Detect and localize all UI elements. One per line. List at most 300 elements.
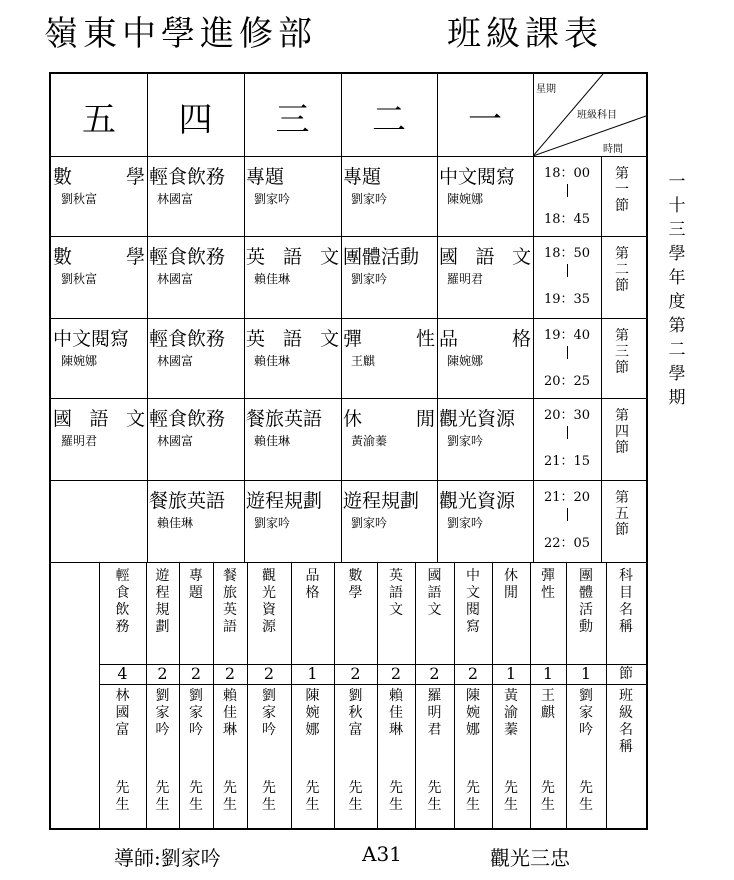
vertical-char: 稱 bbox=[619, 619, 633, 635]
day-header-2: 三 bbox=[275, 100, 310, 140]
vertical-char: 資 bbox=[262, 602, 276, 618]
subject-part: 國 bbox=[53, 408, 73, 430]
summary-subject bbox=[341, 568, 371, 602]
time-separator bbox=[567, 184, 568, 197]
school-name: 嶺東中學進修部 bbox=[44, 14, 317, 54]
vertical-char: 先 bbox=[579, 780, 593, 796]
class-teacher: 陳婉娜 bbox=[447, 192, 484, 206]
vertical-char: 先 bbox=[504, 780, 518, 796]
day-header-4: 一 bbox=[468, 100, 502, 140]
vertical-char: 生 bbox=[115, 797, 130, 813]
vertical-char: 國 bbox=[427, 568, 442, 584]
summary-suffix bbox=[381, 780, 411, 814]
subject-part: 學 bbox=[125, 166, 145, 188]
grid-line bbox=[179, 562, 180, 830]
class-subject: 中文閱寫 bbox=[439, 166, 516, 188]
grid-line bbox=[51, 398, 646, 399]
time-separator bbox=[567, 264, 568, 277]
vertical-char: 羅 bbox=[427, 688, 442, 704]
vertical-char: 賴 bbox=[223, 688, 237, 704]
vertical-char: 期 bbox=[668, 388, 686, 408]
subject-part: 品 bbox=[439, 328, 459, 350]
grid-line bbox=[454, 562, 455, 830]
class-subject: 輕食飲務 bbox=[149, 408, 226, 430]
grid-line bbox=[377, 562, 378, 830]
vertical-char: 婉 bbox=[305, 705, 320, 721]
grid-line bbox=[213, 562, 214, 830]
vertical-char: 稱 bbox=[619, 739, 633, 755]
summary-teacher bbox=[496, 688, 526, 739]
summary-count: 1 bbox=[542, 664, 554, 683]
class-teacher: 劉家吟 bbox=[447, 434, 484, 448]
vertical-char: 五 bbox=[615, 506, 629, 522]
vertical-char: 動 bbox=[579, 619, 593, 635]
timetable-frame bbox=[49, 72, 648, 830]
vertical-char: 名 bbox=[619, 722, 633, 738]
class-subject: 團體活動 bbox=[343, 246, 420, 268]
vertical-char: 節 bbox=[615, 360, 629, 376]
vertical-char: 程 bbox=[155, 585, 170, 601]
summary-suffix bbox=[458, 780, 488, 814]
class-subject: 中文閱寫 bbox=[53, 328, 130, 350]
vertical-char: 生 bbox=[189, 797, 203, 813]
vertical-char: 四 bbox=[615, 424, 629, 440]
summary-teacher bbox=[381, 688, 411, 739]
vertical-char: 目 bbox=[619, 585, 633, 601]
class-label: 觀光三忠 bbox=[490, 846, 570, 870]
summary-count: 1 bbox=[505, 664, 517, 683]
vertical-char: 學 bbox=[668, 244, 686, 264]
summary-subject bbox=[108, 568, 138, 636]
vertical-char: 源 bbox=[262, 619, 276, 635]
vertical-char: 第 bbox=[615, 328, 629, 344]
summary-teacher bbox=[458, 688, 488, 739]
class-subject: 輕食飲務 bbox=[149, 246, 226, 268]
vertical-char: 佳 bbox=[223, 705, 237, 721]
vertical-char: 君 bbox=[427, 722, 442, 738]
vertical-char: 先 bbox=[389, 780, 403, 796]
subject-part: 性 bbox=[415, 328, 435, 350]
subject-part: 數 bbox=[53, 246, 73, 268]
vertical-char: 規 bbox=[155, 602, 170, 618]
summary-teacher bbox=[420, 688, 450, 739]
class-subject bbox=[53, 242, 145, 269]
class-subject bbox=[343, 404, 435, 431]
summary-subject bbox=[381, 568, 411, 619]
period-start: 20：30 bbox=[543, 408, 591, 423]
time-separator bbox=[567, 508, 568, 521]
period-end: 19：35 bbox=[543, 292, 591, 307]
vertical-char: 三 bbox=[668, 220, 686, 240]
vertical-char: 第 bbox=[615, 490, 629, 506]
vertical-char: 生 bbox=[541, 797, 555, 813]
vertical-char: 十 bbox=[668, 196, 686, 216]
summary-subject bbox=[215, 568, 245, 636]
vertical-char: 賴 bbox=[389, 688, 403, 704]
subject-part: 休 bbox=[343, 408, 363, 430]
summary-suffix bbox=[571, 780, 601, 814]
summary-suffix bbox=[148, 780, 178, 814]
class-subject: 餐旅英語 bbox=[149, 490, 226, 512]
class-subject bbox=[246, 242, 339, 269]
summary-teacher bbox=[254, 688, 284, 739]
vertical-char: 麒 bbox=[541, 705, 555, 721]
vertical-char: 富 bbox=[348, 722, 363, 738]
class-teacher: 劉家吟 bbox=[351, 516, 388, 530]
vertical-char: 寫 bbox=[466, 619, 480, 635]
vertical-char: 遊 bbox=[155, 568, 170, 584]
subject-part: 英 bbox=[246, 246, 266, 268]
vertical-char: 家 bbox=[579, 705, 593, 721]
vertical-char: 文 bbox=[389, 602, 403, 618]
summary-suffix bbox=[215, 780, 245, 814]
vertical-char: 節 bbox=[615, 440, 629, 456]
grid-line bbox=[51, 156, 646, 157]
grid-line bbox=[291, 562, 292, 830]
summary-count: 1 bbox=[580, 664, 592, 683]
corner-weekday: 星期 bbox=[536, 84, 556, 95]
vertical-char: 食 bbox=[115, 585, 130, 601]
vertical-char: 第 bbox=[668, 316, 686, 336]
summary-subject bbox=[458, 568, 488, 636]
summary-count: 2 bbox=[224, 664, 236, 683]
vertical-char: 劉 bbox=[262, 688, 276, 704]
summary-count: 2 bbox=[263, 664, 275, 683]
vertical-char: 吟 bbox=[189, 722, 203, 738]
vertical-char: 先 bbox=[348, 780, 363, 796]
vertical-char: 生 bbox=[155, 797, 170, 813]
grid-line bbox=[99, 684, 646, 685]
vertical-char: 劃 bbox=[155, 619, 170, 635]
summary-teacher bbox=[148, 688, 178, 739]
vertical-char: 娜 bbox=[305, 722, 320, 738]
class-subject bbox=[246, 324, 339, 351]
vertical-char: 家 bbox=[155, 705, 170, 721]
summary-teacher bbox=[571, 688, 601, 739]
day-header-3: 二 bbox=[372, 100, 406, 140]
period-end: 21：15 bbox=[543, 454, 591, 469]
vertical-char: 年 bbox=[668, 268, 686, 288]
summary-count: 4 bbox=[117, 664, 128, 683]
summary-count: 2 bbox=[429, 664, 440, 683]
subject-part: 文 bbox=[511, 246, 531, 268]
subject-part: 國 bbox=[439, 246, 459, 268]
vertical-char: 吟 bbox=[579, 722, 593, 738]
class-teacher: 林國富 bbox=[157, 354, 194, 368]
class-teacher: 林國富 bbox=[157, 272, 194, 286]
class-teacher: 劉秋富 bbox=[61, 192, 98, 206]
vertical-char: 先 bbox=[541, 780, 555, 796]
time-separator bbox=[567, 426, 568, 439]
grid-line bbox=[51, 318, 646, 319]
summary-teacher bbox=[108, 688, 138, 739]
class-subject: 觀光資源 bbox=[439, 490, 516, 512]
vertical-char: 吟 bbox=[155, 722, 170, 738]
class-teacher: 劉秋富 bbox=[61, 272, 98, 286]
vertical-char: 先 bbox=[189, 780, 203, 796]
grid-line bbox=[415, 562, 416, 830]
period-start: 18：50 bbox=[543, 246, 591, 261]
vertical-char: 富 bbox=[115, 722, 130, 738]
vertical-char: 級 bbox=[619, 705, 633, 721]
day-header-1: 四 bbox=[178, 100, 213, 140]
vertical-char: 國 bbox=[115, 705, 130, 721]
summary-teacher bbox=[298, 688, 328, 739]
room-label: A31 bbox=[362, 842, 402, 866]
vertical-char: 題 bbox=[189, 585, 203, 601]
vertical-char: 語 bbox=[427, 585, 442, 601]
vertical-char: 二 bbox=[615, 262, 629, 278]
summary-subject bbox=[496, 568, 526, 602]
period-label bbox=[609, 328, 635, 376]
vertical-char: 節 bbox=[615, 198, 629, 214]
vertical-char: 林 bbox=[115, 688, 130, 704]
subject-part: 語 bbox=[475, 246, 495, 268]
vertical-char: 第 bbox=[615, 246, 629, 262]
subject-part: 文 bbox=[319, 246, 339, 268]
summary-label-teacher bbox=[611, 688, 641, 756]
period-label bbox=[609, 166, 635, 214]
vertical-char: 光 bbox=[262, 585, 276, 601]
summary-teacher bbox=[181, 688, 211, 739]
vertical-char: 先 bbox=[427, 780, 442, 796]
vertical-char: 活 bbox=[579, 602, 593, 618]
class-teacher: 賴佳琳 bbox=[157, 516, 194, 530]
vertical-char: 文 bbox=[427, 602, 442, 618]
vertical-char: 第 bbox=[615, 166, 629, 182]
vertical-char: 文 bbox=[466, 585, 480, 601]
vertical-char: 生 bbox=[305, 797, 320, 813]
vertical-char: 劉 bbox=[348, 688, 363, 704]
vertical-char: 先 bbox=[155, 780, 170, 796]
class-teacher: 王麒 bbox=[351, 354, 376, 368]
vertical-char: 度 bbox=[668, 292, 686, 312]
vertical-char: 生 bbox=[504, 797, 518, 813]
doc-title: 班級課表 bbox=[447, 14, 603, 54]
vertical-char: 性 bbox=[541, 585, 555, 601]
vertical-char: 閱 bbox=[466, 602, 480, 618]
vertical-char: 科 bbox=[619, 568, 633, 584]
class-teacher: 羅明君 bbox=[447, 272, 484, 286]
vertical-char: 劉 bbox=[579, 688, 593, 704]
vertical-char: 品 bbox=[305, 568, 320, 584]
grid-line bbox=[247, 562, 248, 830]
grid-line bbox=[606, 562, 607, 830]
class-teacher: 劉家吟 bbox=[254, 192, 291, 206]
subject-part: 語 bbox=[89, 408, 109, 430]
class-teacher: 黃渝蓁 bbox=[351, 434, 388, 448]
class-subject: 輕食飲務 bbox=[149, 166, 226, 188]
vertical-char: 生 bbox=[348, 797, 363, 813]
vertical-char: 體 bbox=[579, 585, 593, 601]
class-teacher: 劉家吟 bbox=[447, 516, 484, 530]
class-teacher: 羅明君 bbox=[61, 434, 98, 448]
summary-subject bbox=[571, 568, 601, 636]
summary-count: 2 bbox=[390, 664, 402, 683]
summary-suffix bbox=[298, 780, 328, 814]
vertical-char: 中 bbox=[466, 568, 480, 584]
summary-teacher bbox=[341, 688, 371, 739]
vertical-char: 婉 bbox=[466, 705, 480, 721]
vertical-char: 生 bbox=[427, 797, 442, 813]
summary-count: 1 bbox=[307, 664, 318, 683]
class-subject bbox=[53, 162, 145, 189]
subject-part: 文 bbox=[125, 408, 145, 430]
vertical-char: 陳 bbox=[466, 688, 480, 704]
period-start: 21：20 bbox=[543, 490, 591, 505]
period-start: 19：40 bbox=[543, 328, 591, 343]
summary-teacher bbox=[533, 688, 563, 722]
vertical-char: 吟 bbox=[262, 722, 276, 738]
vertical-char: 英 bbox=[389, 568, 403, 584]
vertical-char: 一 bbox=[615, 182, 629, 198]
subject-part: 文 bbox=[319, 328, 339, 350]
class-subject bbox=[53, 404, 145, 431]
summary-label-count bbox=[611, 666, 641, 683]
class-subject: 專題 bbox=[246, 166, 285, 188]
vertical-char: 娜 bbox=[466, 722, 480, 738]
subject-part: 英 bbox=[246, 328, 266, 350]
vertical-char: 生 bbox=[579, 797, 593, 813]
vertical-char: 休 bbox=[504, 568, 518, 584]
vertical-char: 節 bbox=[615, 522, 629, 538]
grid-line bbox=[601, 156, 602, 562]
class-teacher: 林國富 bbox=[157, 192, 194, 206]
corner-subject: 班級科目 bbox=[577, 110, 617, 121]
vertical-char: 秋 bbox=[348, 705, 363, 721]
class-subject: 餐旅英語 bbox=[246, 408, 323, 430]
vertical-char: 琳 bbox=[389, 722, 403, 738]
vertical-char: 格 bbox=[305, 585, 320, 601]
vertical-char: 節 bbox=[619, 666, 633, 682]
vertical-char: 二 bbox=[668, 340, 686, 360]
grid-line bbox=[530, 562, 531, 830]
grid-line bbox=[492, 562, 493, 830]
vertical-char: 英 bbox=[223, 602, 237, 618]
vertical-char: 一 bbox=[668, 172, 686, 192]
subject-part: 閒 bbox=[415, 408, 435, 430]
summary-suffix bbox=[533, 780, 563, 814]
vertical-char: 旅 bbox=[223, 585, 237, 601]
grid-line bbox=[51, 480, 646, 481]
vertical-char: 節 bbox=[615, 278, 629, 294]
vertical-char: 團 bbox=[579, 568, 593, 584]
vertical-char: 琳 bbox=[223, 722, 237, 738]
period-label bbox=[609, 408, 635, 456]
vertical-char: 家 bbox=[189, 705, 203, 721]
vertical-char: 學 bbox=[348, 585, 363, 601]
vertical-char: 黃 bbox=[504, 688, 518, 704]
subject-part: 彈 bbox=[343, 328, 363, 350]
period-end: 22：05 bbox=[543, 536, 591, 551]
vertical-char: 劉 bbox=[155, 688, 170, 704]
vertical-char: 三 bbox=[615, 344, 629, 360]
summary-subject bbox=[254, 568, 284, 636]
class-subject: 遊程規劃 bbox=[343, 490, 420, 512]
vertical-char: 名 bbox=[619, 602, 633, 618]
vertical-char: 先 bbox=[262, 780, 276, 796]
summary-subject bbox=[148, 568, 178, 636]
class-teacher: 劉家吟 bbox=[351, 192, 388, 206]
period-start: 18：00 bbox=[543, 166, 591, 181]
vertical-char: 語 bbox=[389, 585, 403, 601]
time-separator bbox=[567, 346, 568, 359]
vertical-char: 專 bbox=[189, 568, 203, 584]
summary-suffix bbox=[254, 780, 284, 814]
vertical-char: 第 bbox=[615, 408, 629, 424]
class-subject bbox=[439, 242, 531, 269]
period-end: 20：25 bbox=[543, 374, 591, 389]
vertical-char: 陳 bbox=[305, 688, 320, 704]
class-teacher: 陳婉娜 bbox=[447, 354, 484, 368]
grid-line bbox=[334, 562, 335, 830]
vertical-char: 語 bbox=[223, 619, 237, 635]
semester-label bbox=[664, 170, 690, 410]
vertical-char: 佳 bbox=[389, 705, 403, 721]
vertical-char: 學 bbox=[668, 364, 686, 384]
class-teacher: 劉家吟 bbox=[351, 272, 388, 286]
summary-subject bbox=[181, 568, 211, 602]
class-subject: 專題 bbox=[343, 166, 382, 188]
vertical-char: 數 bbox=[348, 568, 363, 584]
vertical-char: 閒 bbox=[504, 585, 518, 601]
page-title bbox=[0, 6, 734, 54]
vertical-char: 先 bbox=[115, 780, 130, 796]
day-header-0: 五 bbox=[82, 100, 116, 140]
summary-subject bbox=[533, 568, 563, 602]
summary-suffix bbox=[496, 780, 526, 814]
corner-time: 時間 bbox=[603, 144, 623, 155]
class-subject bbox=[343, 324, 435, 351]
vertical-char: 班 bbox=[619, 688, 633, 704]
summary-suffix bbox=[108, 780, 138, 814]
grid-line bbox=[51, 236, 646, 237]
vertical-char: 劉 bbox=[189, 688, 203, 704]
subject-part: 格 bbox=[511, 328, 531, 350]
subject-part: 學 bbox=[125, 246, 145, 268]
vertical-char: 先 bbox=[223, 780, 237, 796]
vertical-char: 生 bbox=[262, 797, 276, 813]
summary-count: 2 bbox=[350, 664, 361, 683]
class-subject: 觀光資源 bbox=[439, 408, 516, 430]
grid-line bbox=[566, 562, 567, 830]
vertical-char: 王 bbox=[541, 688, 555, 704]
summary-suffix bbox=[341, 780, 371, 814]
subject-part: 語 bbox=[282, 246, 302, 268]
class-teacher: 林國富 bbox=[157, 434, 194, 448]
summary-count: 2 bbox=[157, 664, 168, 683]
class-subject: 遊程規劃 bbox=[246, 490, 323, 512]
vertical-char: 觀 bbox=[262, 568, 276, 584]
vertical-char: 生 bbox=[466, 797, 480, 813]
period-label bbox=[609, 490, 635, 538]
vertical-char: 彈 bbox=[541, 568, 555, 584]
advisor-label: 導師:劉家吟 bbox=[114, 846, 221, 870]
vertical-char: 先 bbox=[305, 780, 320, 796]
subject-part: 語 bbox=[282, 328, 302, 350]
summary-count: 2 bbox=[467, 664, 479, 683]
vertical-char: 輕 bbox=[115, 568, 130, 584]
class-teacher: 劉家吟 bbox=[254, 516, 291, 530]
vertical-char: 先 bbox=[466, 780, 480, 796]
class-subject bbox=[439, 324, 531, 351]
vertical-char: 渝 bbox=[504, 705, 518, 721]
summary-count: 2 bbox=[190, 664, 202, 683]
vertical-char: 生 bbox=[389, 797, 403, 813]
summary-suffix bbox=[181, 780, 211, 814]
vertical-char: 蓁 bbox=[504, 722, 518, 738]
class-teacher: 賴佳琳 bbox=[254, 272, 291, 286]
